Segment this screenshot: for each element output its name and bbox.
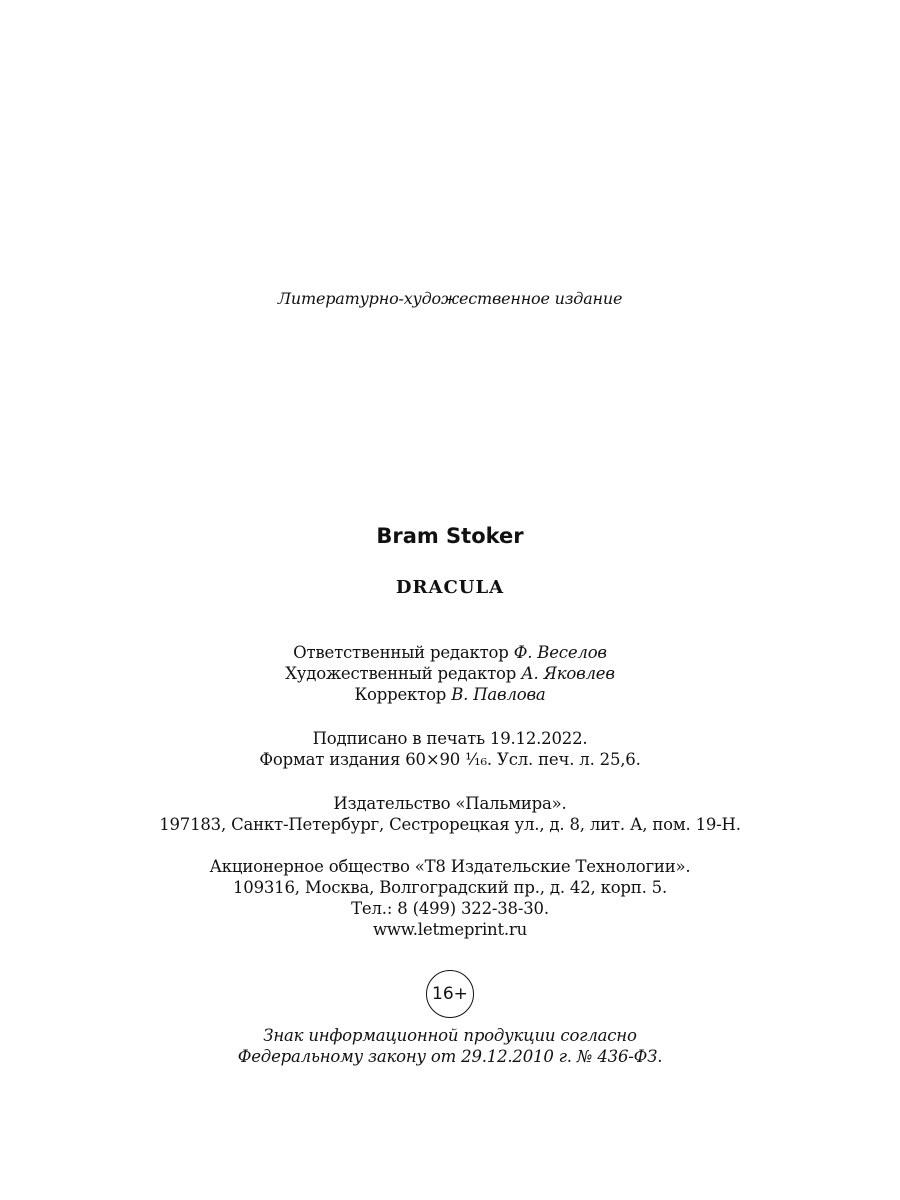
- credit-name: А. Яковлев: [521, 664, 615, 683]
- credit-name: В. Павлова: [451, 685, 546, 704]
- printer-address: 109316, Москва, Волгоградский пр., д. 42, корп. 5.: [232, 878, 668, 897]
- printer-name: Акционерное общество «Т8 Издательские Технологии».: [209, 857, 691, 876]
- legal-notice-line-1: Знак информационной продукции согласно: [263, 1026, 637, 1045]
- credit-chief-editor: [0, 642, 900, 663]
- print-signed: Подписано в печать 19.12.2022.: [312, 729, 588, 748]
- credit-art-editor: [0, 663, 900, 684]
- edition-type: Литературно-художественное издание: [277, 289, 623, 308]
- credit-role: Ответственный редактор: [293, 643, 509, 662]
- credit-role: Художественный редактор: [285, 664, 517, 683]
- age-rating-label: 16+: [432, 984, 468, 1004]
- book-author: Bram Stoker: [376, 524, 524, 548]
- credit-role: Корректор: [354, 685, 447, 704]
- credit-proofreader: [0, 684, 900, 705]
- credit-name: Ф. Веселов: [513, 643, 607, 662]
- age-rating-badge: [426, 970, 474, 1018]
- printer-phone: Тел.: 8 (499) 322-38-30.: [351, 899, 549, 918]
- publisher-address: 197183, Санкт-Петербург, Сестрорецкая ул., д. 8, лит. А, пом. 19-Н.: [159, 815, 741, 834]
- book-title: DRACULA: [395, 577, 505, 598]
- printer-website: www.letmeprint.ru: [372, 920, 528, 939]
- publisher-name: Издательство «Пальмира».: [333, 794, 567, 813]
- legal-notice-line-2: Федеральному закону от 29.12.2010 г. № 436-ФЗ.: [237, 1047, 663, 1066]
- print-format: Формат издания 60×90 ¹⁄₁₆. Усл. печ. л. 25,6.: [259, 750, 641, 769]
